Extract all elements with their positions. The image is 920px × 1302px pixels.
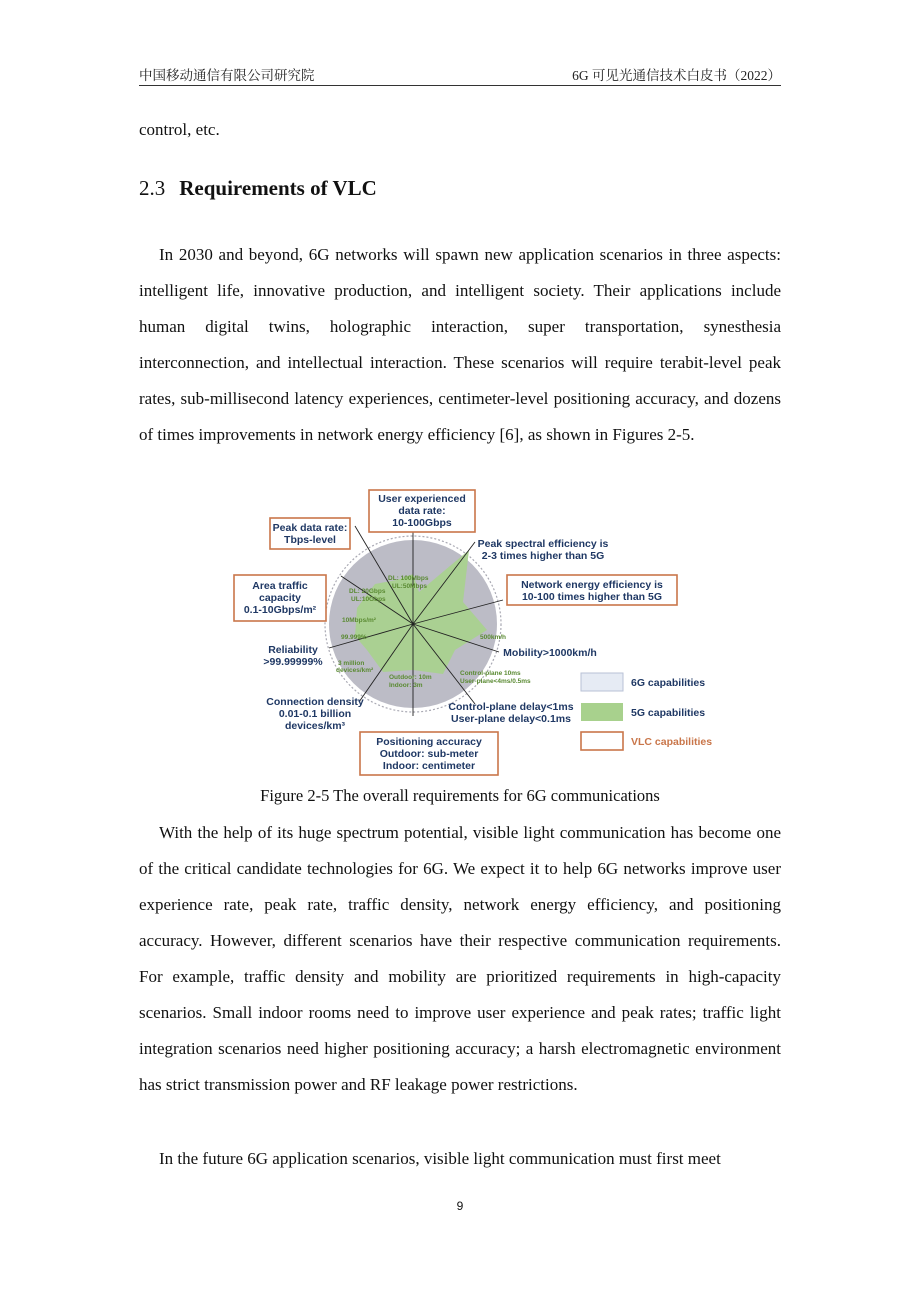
area-traffic-label-l2: capacity (258, 592, 302, 604)
connection-label-l3: devices/km³ (284, 720, 346, 732)
area-traffic-label-l3: 0.1-10Gbps/m² (243, 604, 317, 616)
reliability-5g-label: 99.999% (341, 634, 367, 641)
positioning-label-l1: Positioning accuracy (376, 736, 482, 748)
figure-caption: Figure 2-5 The overall requirements for 6G communications (260, 786, 660, 805)
requirements-radar-figure (225, 484, 713, 780)
mobility-5g-label: 500km/h (480, 634, 507, 641)
user-rate-label-l1: User experienced (378, 493, 466, 505)
legend-6g-swatch (581, 673, 623, 691)
paragraph-3: In the future 6G application scenarios, visible light communication must first meet (159, 1149, 721, 1168)
section-heading (139, 176, 377, 201)
section-number: 2.3 (139, 176, 166, 200)
reliability-label-l2: >99.99999% (263, 656, 323, 668)
continuation-text: control, etc. (139, 120, 220, 139)
user-rate-label-l2: data rate: (398, 505, 446, 517)
user-rate-label-l3: 10-100Gbps (392, 517, 452, 529)
user-rate-5g-label-l2: UL:50Mbps (392, 583, 428, 590)
paragraph-2: With the help of its huge spectrum potential, visible light communication has become one of the critical candidate technologies for 6G. We expect it to help 6G networks improve user experience rate, peak rate, traffic density, network energy efficiency, and positioning accuracy. However, different scenarios have their respective communication requirements. For example, traffic density and mobility are prioritized requirements in high-capacity scenarios. Small indoor rooms need to improve user experience and peak rates; traffic light integration scenarios need higher positioning accuracy; a harsh electromagnetic environment has strict transmission power and RF leakage power restrictions. (139, 823, 781, 1094)
reliability-label-l1: Reliability (268, 644, 318, 656)
delay-5g-label-l1: Control-plane 10ms (460, 670, 521, 677)
legend-5g-label: 5G capabilities (631, 707, 706, 719)
mobility-label: Mobility>1000km/h (503, 647, 597, 659)
legend-vlc-label: VLC capabilities (631, 736, 713, 748)
spectral-label-l1: Peak spectral efficiency is (477, 538, 609, 550)
connection-label-l1: Connection density (266, 696, 364, 708)
delay-5g-label-l2: User-plane<4ms/0.5ms (460, 678, 531, 685)
paragraph-1: In 2030 and beyond, 6G networks will spawn new application scenarios in three aspects: intelligent life, innovative production, and intelligent society. Their applications include human digital twins, holographic interaction, super transportation, synesthesia interconnection, and intellectual interaction. These scenarios will require terabit-level peak rates, sub-millisecond latency experiences, centimeter-level positioning accuracy, and dozens of times improvements in network energy efficiency [6], as shown in Figures 2-5. (139, 245, 781, 444)
peak-rate-label-l1: Peak data rate: (272, 522, 348, 534)
connection-label-l2: 0.01-0.1 billion (278, 708, 352, 720)
figure-legend (581, 673, 712, 750)
page-number: 9 (456, 1199, 464, 1213)
energy-label-l1: Network energy efficiency is (521, 579, 663, 591)
connection-5g-label-l1: 3 million (338, 660, 365, 667)
delay-label-l1: Control-plane delay<1ms (448, 701, 574, 713)
legend-vlc-swatch (581, 732, 623, 750)
peak-5g-label-l2: UL:10Gbps (351, 596, 386, 603)
header-rule (139, 85, 781, 86)
peak-5g-label-l1: DL: 20Gbps (349, 588, 386, 595)
area-traffic-label-l1: Area traffic (252, 580, 308, 592)
legend-6g-label: 6G capabilities (631, 677, 706, 689)
positioning-5g-label-l2: Indoor: 3m (389, 682, 423, 689)
positioning-5g-label-l1: Outdoor: 10m (389, 674, 432, 681)
user-rate-5g-label-l1: DL: 100Mbps (388, 575, 429, 582)
spectral-label-l2: 2-3 times higher than 5G (481, 550, 605, 562)
header-document-title: 6G 可见光通信技术白皮书（2022） (572, 68, 781, 83)
peak-rate-label-l2: Tbps-level (284, 534, 336, 546)
delay-label-l2: User-plane delay<0.1ms (451, 713, 571, 725)
energy-label-l2: 10-100 times higher than 5G (521, 591, 663, 603)
area-5g-label: 10Mbps/m² (342, 617, 376, 624)
connection-5g-label-l2: devices/km² (336, 667, 374, 674)
header-organization: 中国移动通信有限公司研究院 (139, 68, 315, 83)
positioning-label-l2: Outdoor: sub-meter (379, 748, 479, 760)
section-title: Requirements of VLC (179, 176, 377, 200)
positioning-label-l3: Indoor: centimeter (382, 760, 476, 772)
legend-5g-swatch (581, 703, 623, 721)
